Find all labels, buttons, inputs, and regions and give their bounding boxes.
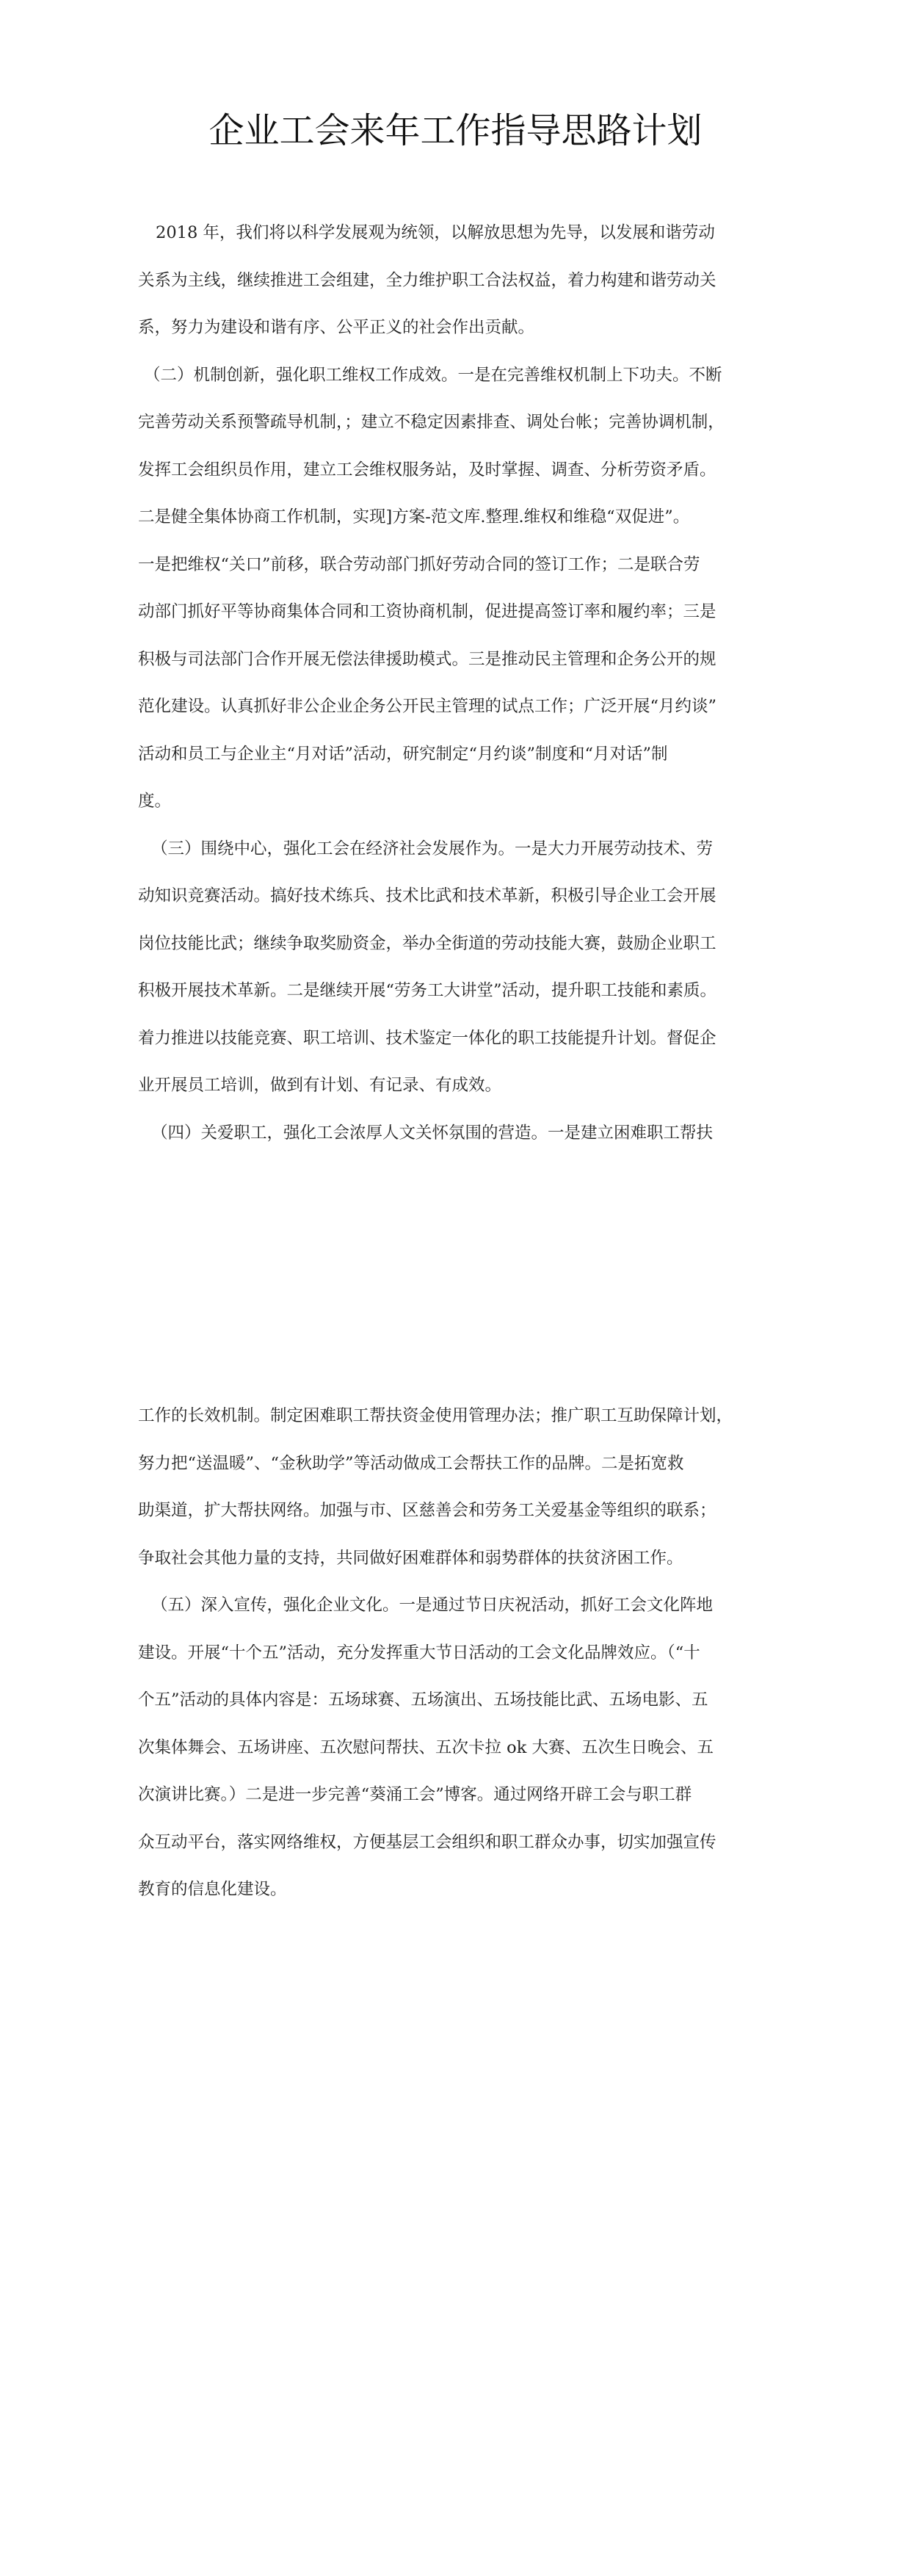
paragraph-line: 关系为主线，继续推进工会组建，全力维护职工合法权益，着力构建和谐劳动关 (138, 270, 716, 290)
paragraph-line: 个五”活动的具体内容是：五场球赛、五场演出、五场技能比武、五场电影、五 (138, 1690, 708, 1710)
paragraph-line: 争取社会其他力量的支持，共同做好困难群体和弱势群体的扶贫济困工作。 (138, 1548, 683, 1568)
paragraph-line: 次演讲比赛。）二是进一步完善“葵涌工会”博客。通过网络开辟工会与职工群 (138, 1785, 692, 1804)
paragraph-line: 二是健全集体协商工作机制，实现]方案-范文库.整理.维权和维稳“双促进”。 (138, 507, 690, 527)
paragraph-line: 积极与司法部门合作开展无偿法律援助模式。三是推动民主管理和企务公开的规 (138, 649, 716, 669)
paragraph-line: 活动和员工与企业主“月对话”活动，研究制定“月约谈”制度和“月对话”制 (138, 744, 668, 764)
paragraph-line: 助渠道，扩大帮扶网络。加强与市、区慈善会和劳务工关爱基金等组织的联系； (138, 1501, 716, 1520)
paragraph-line: 努力把“送温暖”、“金秋助学”等活动做成工会帮扶工作的品牌。二是拓宽救 (138, 1453, 684, 1473)
page-2-body (138, 1392, 777, 1914)
paragraph-line: （二）机制创新，强化职工维权工作成效。一是在完善维权机制上下功夫。不断 (144, 365, 722, 385)
paragraph-line: 完善劳动关系预警疏导机制，；建立不稳定因素排查、调处台帐；完善协调机制， (138, 413, 725, 432)
paragraph-line: 建设。开展“十个五”活动，充分发挥重大节日活动的工会文化品牌效应。（“十 (138, 1643, 700, 1663)
paragraph-line: （三）围绕中心，强化工会在经济社会发展作为。一是大力开展劳动技术、劳 (151, 839, 714, 858)
paragraph-line: 业开展员工培训，做到有计划、有记录、有成效。 (138, 1076, 502, 1095)
paragraph-line: 系，努力为建设和谐有序、公平正义的社会作出贡献。 (138, 318, 535, 337)
paragraph-line: 工作的长效机制。制定困难职工帮扶资金使用管理办法；推广职工互助保障计划， (138, 1406, 733, 1425)
paragraph-line: 2018 年，我们将以科学发展观为统领，以解放思想为先导，以发展和谐劳动 (156, 223, 715, 242)
paragraph-line: 动部门抓好平等协商集体合同和工资协商机制，促进提高签订率和履约率；三是 (138, 602, 716, 621)
paragraph-line: （四）关爱职工，强化工会浓厚人文关怀氛围的营造。一是建立困难职工帮扶 (151, 1123, 714, 1143)
paragraph-line: 着力推进以技能竞赛、职工培训、技术鉴定一体化的职工技能提升计划。督促企 (138, 1028, 716, 1048)
page-1-body (138, 209, 777, 1157)
paragraph-line: 范化建设。认真抓好非公企业企务公开民主管理的试点工作；广泛开展“月约谈” (138, 697, 717, 716)
paragraph-line: 一是把维权“关口”前移，联合劳动部门抓好劳动合同的签订工作；二是联合劳 (138, 554, 700, 574)
paragraph-line: 众互动平台，落实网络维权，方便基层工会组织和职工群众办事，切实加强宣传 (138, 1832, 716, 1852)
paragraph-line: 次集体舞会、五场讲座、五次慰问帮扶、五次卡拉 ok 大赛、五次生日晚会、五 (138, 1737, 714, 1757)
paragraph-line: 动知识竞赛活动。搞好技术练兵、技术比武和技术革新，积极引导企业工会开展 (138, 886, 716, 905)
document-title: 企业工会来年工作指导思路计划 (208, 110, 703, 151)
paragraph-line: 岗位技能比武；继续争取奖励资金，举办全街道的劳动技能大赛，鼓励企业职工 (138, 933, 716, 953)
paragraph-line: （五）深入宣传，强化企业文化。一是通过节日庆祝活动，抓好工会文化阵地 (151, 1596, 714, 1615)
paragraph-line: 教育的信息化建设。 (138, 1880, 287, 1899)
paragraph-line: 积极开展技术革新。二是继续开展“劳务工大讲堂”活动，提升职工技能和素质。 (138, 981, 717, 1000)
paragraph-line: 度。 (138, 792, 172, 811)
paragraph-line: 发挥工会组织员作用，建立工会维权服务站，及时掌握、调查、分析劳资矛盾。 (138, 460, 716, 480)
